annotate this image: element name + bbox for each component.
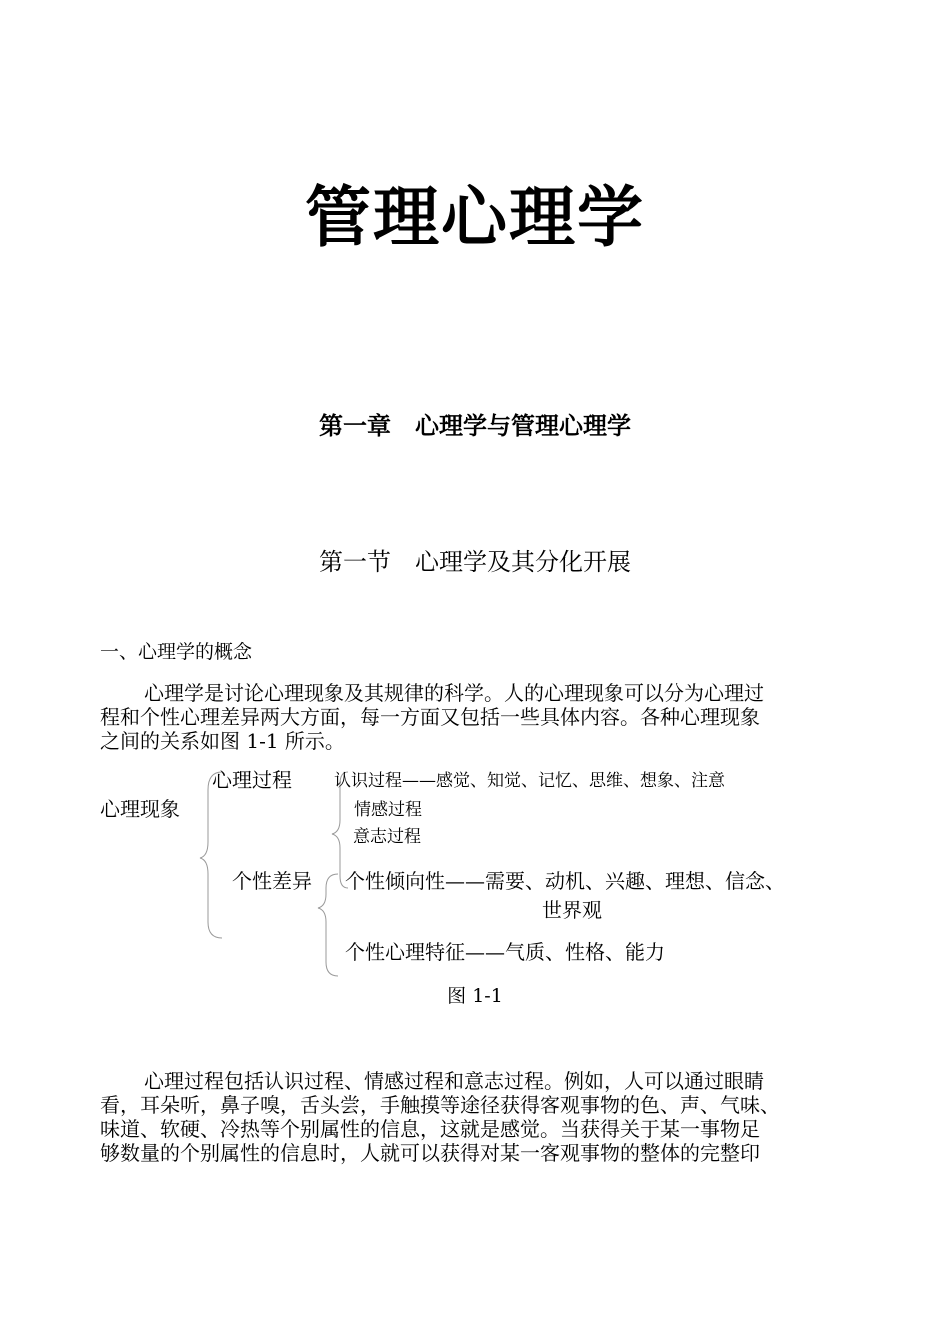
diagram-cognition: 认识过程——感觉、知觉、记忆、思维、想象、注意 <box>334 771 725 791</box>
paragraph-line: 之间的关系如图 1-1 所示。 <box>100 729 345 753</box>
diagram-traits: 个性心理特征——气质、性格、能力 <box>345 940 665 964</box>
diagram-tendency-cont: 世界观 <box>542 898 602 922</box>
subsection-heading: 一、心理学的概念 <box>100 641 253 663</box>
paragraph-line: 看，耳朵听，鼻子嗅，舌头尝，手触摸等途径获得客观事物的色、声、气味、 <box>100 1093 780 1117</box>
paragraph-line: 心理过程包括认识过程、情感过程和意志过程。例如，人可以通过眼睛 <box>144 1069 764 1093</box>
diagram-personality-label: 个性差异 <box>232 869 312 893</box>
document-title: 管理心理学 <box>305 179 645 256</box>
paragraph-line: 味道、软硬、冷热等个别属性的信息，这就是感觉。当获得关于某一事物足 <box>100 1117 760 1141</box>
brace-personality <box>318 874 338 976</box>
paragraph-line: 程和个性心理差异两大方面，每一方面又包括一些具体内容。各种心理现象 <box>100 705 760 729</box>
paragraph-process <box>100 1069 852 1165</box>
diagram-emotion: 情感过程 <box>354 800 422 820</box>
diagram-root: 心理现象 <box>100 797 180 821</box>
diagram-tendency: 个性倾向性——需要、动机、兴趣、理想、信念、 <box>345 869 785 893</box>
figure-caption: 图 1-1 <box>447 985 503 1007</box>
diagram-will: 意志过程 <box>353 827 421 847</box>
diagram-process-label: 心理过程 <box>212 768 292 792</box>
chapter-heading: 第一章 心理学与管理心理学 <box>319 412 631 440</box>
section-heading: 第一节 心理学及其分化开展 <box>319 548 631 576</box>
paragraph-line: 心理学是讨论心理现象及其规律的科学。人的心理现象可以分为心理过 <box>144 681 764 705</box>
paragraph-line: 够数量的个别属性的信息时，人就可以获得对某一客观事物的整体的完整印 <box>100 1141 760 1165</box>
brace-main <box>200 772 222 938</box>
